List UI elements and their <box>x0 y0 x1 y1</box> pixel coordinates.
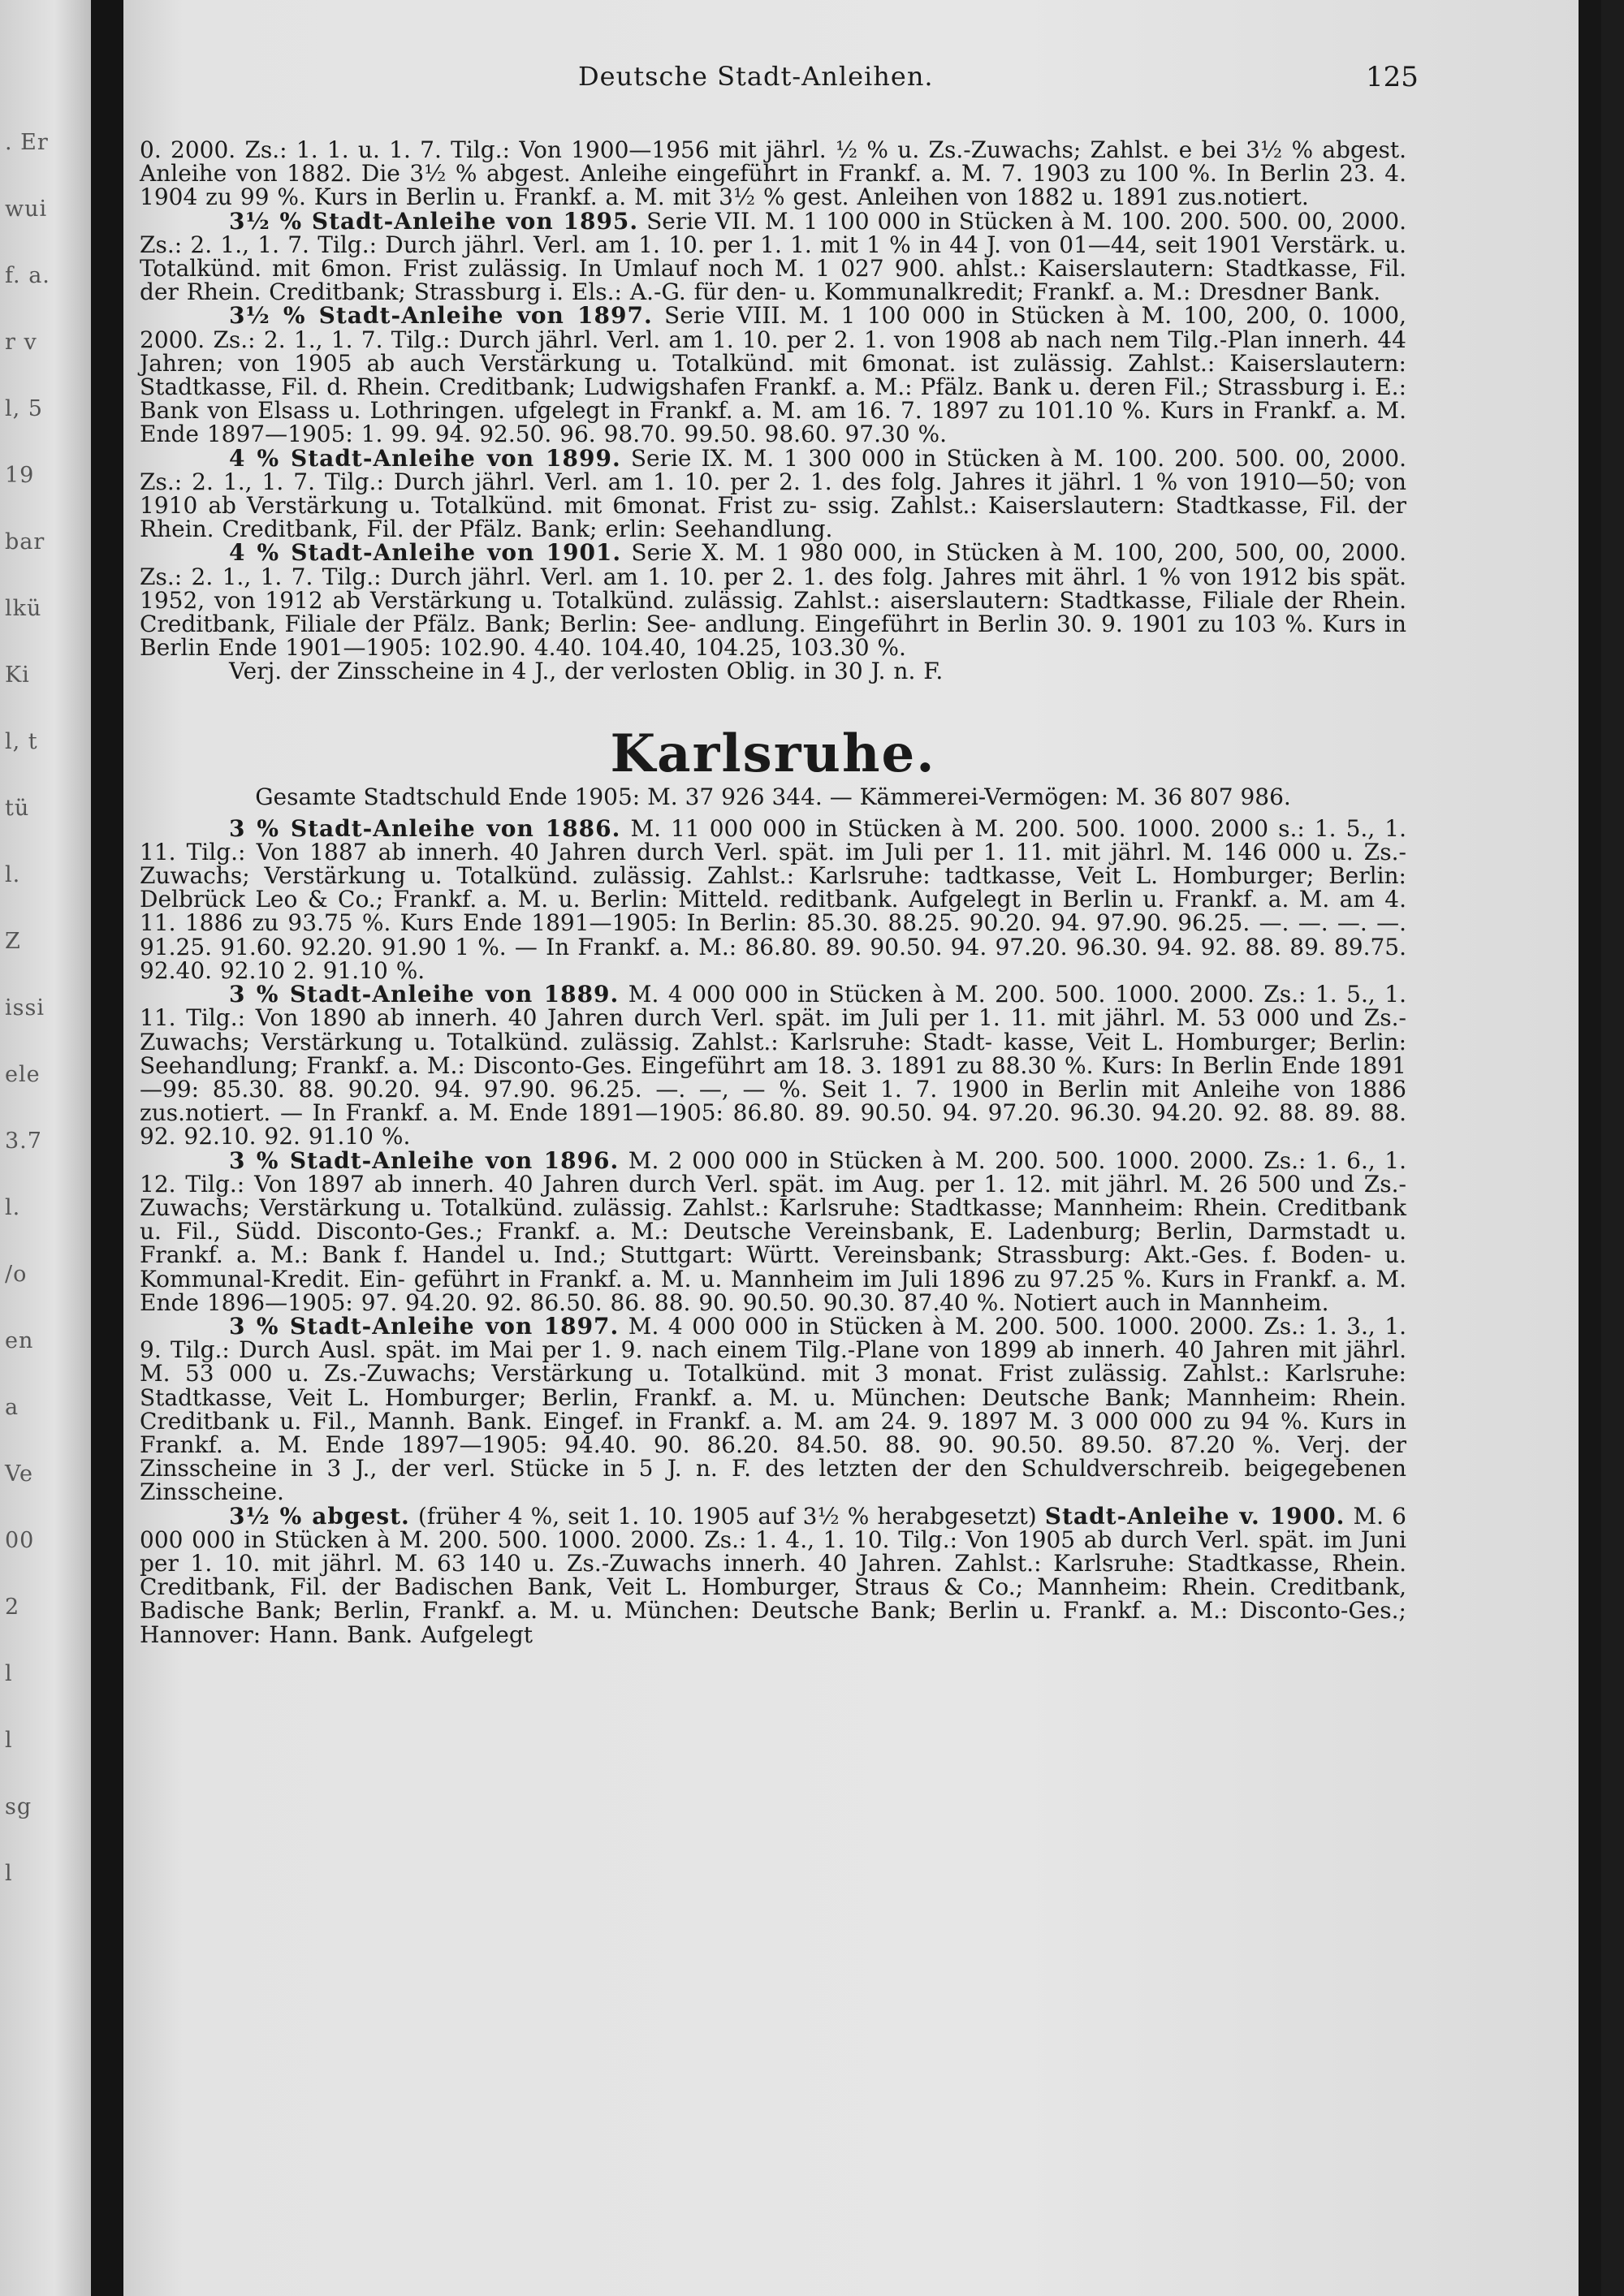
bond-entry-paragraph <box>140 138 1406 209</box>
bond-entry-paragraph <box>140 444 1406 543</box>
city-heading: Karlsruhe. <box>610 723 936 784</box>
bond-entry-paragraph <box>140 539 1406 662</box>
previous-page-fragment: l <box>5 1861 13 1886</box>
city-section <box>140 814 1406 1648</box>
previous-page-fragment: Ve <box>5 1461 33 1487</box>
bond-entry-text: M. 4 000 000 in Stücken à M. 200. 500. 1000. 2000. Zs.: 1. 3., 1. 9. Tilg.: Durch Ausl. spät. im Mai per 1. 9. nach einem Tilg.-Plane von 1899 ab innerh. 40 Jahren mit jährl. M. 53 000 u. Zs.-Zuwachs; Verstärkung u. Totalkünd. mit 3 monat. Frist zulässig. Zahlst.: Karlsruhe: Stadtkasse, Veit L. Homburger; Berlin, Frankf. a. M. u. München: Deutsche Bank; Mannheim: Rhein. Creditbank u. Fil., Mannh. Bank. Eingef. in Frankf. a. M. am 24. 9. 1897 M. 3 000 000 zu 94 %. Kurs in Frankf. a. M. Ende 1897—1905: 94.40. 90. 86.20. 84.50. 88. 90. 90.50. 89.50. 87.20 %. Verj. der Zinsscheine in 3 J., der verl. Stücke in 5 J. n. F. des letzten der den Schuldverschreib. beigegebenen Zinsscheine. <box>140 1312 1406 1506</box>
page-number: 125 <box>1366 61 1419 93</box>
continued-section <box>140 138 1406 684</box>
previous-page-fragment: . Er <box>5 130 49 155</box>
bond-entry-paragraph <box>140 659 1406 683</box>
previous-page-fragment: Z <box>5 929 21 954</box>
previous-page-fragment: l <box>5 1728 13 1753</box>
bond-entry-heading: 3 % Stadt-Anleihe von 1886. <box>229 814 621 842</box>
page-body <box>140 138 1406 1646</box>
bond-entry-text: Serie IX. M. 1 300 000 in Stücken à M. 100. 200. 500. 00, 2000. Zs.: 2. 1., 1. 7. Tilg.: Durch jährl. Verl. am 1. 10. per 2. 1. des folg. Jahres it jährl. 1 % von 1910—50; von 1910 ab Verstärkung u. Totalkünd. mit 6monat. Frist zu- ssig. Zahlst.: Kaiserslautern: Stadtkasse, Fil. der Rhein. Creditbank, Fil. der Pfälz. Bank; erlin: Seehandlung. <box>140 444 1406 543</box>
previous-page-fragment: 3.7 <box>5 1129 42 1154</box>
bond-entry-heading: 3 % Stadt-Anleihe von 1897. <box>229 1312 620 1340</box>
bond-entry-heading: 3½ % Stadt-Anleihe von 1895. <box>229 207 639 235</box>
bond-entry-heading: 4 % Stadt-Anleihe von 1899. <box>229 444 621 472</box>
previous-page-fragment: en <box>5 1328 34 1353</box>
bond-entry-text: (früher 4 %, seit 1. 10. 1905 auf 3½ % herabgesetzt) <box>409 1502 1045 1530</box>
previous-page-fragment: /o <box>5 1262 28 1287</box>
previous-page-fragment: l. <box>5 862 21 887</box>
bond-entry-text: M. 6 000 000 in Stücken à M. 200. 500. 1000. 2000. Zs.: 1. 4., 1. 10. Tilg.: Von 1905 ab durch Verl. spät. im Juni per 1. 10. mit jährl. M. 63 140 u. Zs.-Zuwachs innerh. 40 Jahren. Zahlst.: Karlsruhe: Stadtkasse, Rhein. Creditbank, Fil. der Badischen Bank, Veit L. Homburger, Straus & Co.; Mannheim: Rhein. Creditbank, Badische Bank; Berlin, Frankf. a. M. u. München: Deutsche Bank; Berlin u. Frankf. a. M.: Disconto-Ges.; Hannover: Hann. Bank. Aufgelegt <box>140 1502 1406 1648</box>
previous-page-fragment: 19 <box>5 463 35 488</box>
bond-entry-text: Verj. der Zinsscheine in 4 J., der verlosten Oblig. in 30 J. n. F. <box>229 658 944 685</box>
bond-entry-paragraph <box>140 814 1406 984</box>
bond-entry-paragraph <box>140 1504 1406 1646</box>
previous-page-fragment: f. a. <box>5 263 50 288</box>
bond-entry-heading: 3 % Stadt-Anleihe von 1896. <box>229 1146 620 1174</box>
bond-entry-heading: 3 % Stadt-Anleihe von 1889. <box>229 981 620 1008</box>
previous-page-fragment: 00 <box>5 1528 35 1553</box>
bond-entry-text: M. 11 000 000 in Stücken à M. 200. 500. 1000. 2000 s.: 1. 5., 1. 11. Tilg.: Von 1887 ab innerh. 40 Jahren durch Verl. spät. im Juli per 1. 11. mit jährl. M. 146 000 u. Zs.-Zuwachs; Verstärkung u. Totalkünd. zulässig. Zahlst.: Karlsruhe: tadtkasse, Veit L. Homburger; Berlin: Delbrück Leo & Co.; Frankf. a. M. u. Berlin: Mitteld. reditbank. Aufgelegt in Berlin u. Frankf. a. M. am 4. 11. 1886 zu 93.75 %. Kurs Ende 1891—1905: In Berlin: 85.30. 88.25. 90.20. 94. 97.90. 96.25. —. —. —. —. 91.25. 91.60. 92.20. 91.90 1 %. — In Frankf. a. M.: 86.80. 89. 90.50. 94. 97.20. 96.30. 94. 92. 88. 89. 89.75. 92.40. 92.10 2. 91.10 %. <box>140 814 1406 984</box>
previous-page-fragment: wui <box>5 196 48 222</box>
bond-entry-paragraph <box>140 982 1406 1148</box>
page <box>123 0 1601 2296</box>
bond-entry-text: 0. 2000. Zs.: 1. 1. u. 1. 7. Tilg.: Von 1900—1956 mit jährl. ½ % u. Zs.-Zuwachs; Zahlst. e bei 3½ % abgest. Anleihe von 1882. Die 3½ % abgest. Anleihe eingeführt in Frankf. a. M. 7. 1903 zu 100 %. In Berlin 23. 4. 1904 zu 99 %. Kurs in Berlin u. Frankf. a. M. mit 3½ % gest. Anleihen von 1882 u. 1891 zus.notiert. <box>140 136 1406 211</box>
previous-page-fragment: l <box>5 1661 13 1686</box>
bond-entry-heading: Stadt-Anleihe v. 1900. <box>1044 1502 1345 1530</box>
bond-entry-text: Serie VII. M. 1 100 000 in Stücken à M. 100. 200. 500. 00, 2000. Zs.: 2. 1., 1. 7. Tilg.: Durch jährl. Verl. am 1. 10. per 1. 1. mit 1 % in 44 J. von 01—44, seit 1901 Verstärk. u. Totalkünd. mit 6mon. Frist zulässig. In Umlauf noch M. 1 027 900. ahlst.: Kaiserslautern: Stadtkasse, Fil. der Rhein. Creditbank; Strassburg i. Els.: A.-G. für den- u. Kommunalkredit; Frankf. a. M.: Dresdner Bank. <box>140 207 1406 306</box>
previous-page-fragment: 2 <box>5 1595 20 1620</box>
book-gutter <box>91 0 123 2296</box>
bond-entry-text: M. 2 000 000 in Stücken à M. 200. 500. 1000. 2000. Zs.: 1. 6., 1. 12. Tilg.: Von 1897 ab innerh. 40 Jahren durch Verl. spät. im Aug. per 1. 12. mit jährl. M. 26 500 und Zs.-Zuwachs; Verstärkung u. Totalkünd. zulässig. Zahlst.: Karlsruhe: Stadtkasse; Mannheim: Rhein. Creditbank u. Fil., Südd. Disconto-Ges.; Frankf. a. M.: Deutsche Vereinsbank, E. Ladenburg; Berlin, Darmstadt u. Frankf. a. M.: Bank f. Handel u. Ind.; Stuttgart: Württ. Vereinsbank; Strassburg: Akt.-Ges. f. Boden- u. Kommunal-Kredit. Ein- geführt in Frankf. a. M. u. Mannheim im Juli 1896 zu 97.25 %. Kurs in Frankf. a. M. Ende 1896—1905: 97. 94.20. 92. 86.50. 86. 88. 90. 90.50. 90.30. 87.40 %. Notiert auch in Mannheim. <box>140 1146 1406 1316</box>
previous-page-fragment: Ki <box>5 662 30 688</box>
bond-entry-heading: 3½ % abgest. <box>229 1502 410 1530</box>
bond-entry-text: Serie X. M. 1 980 000, in Stücken à M. 100, 200, 500, 00, 2000. Zs.: 2. 1., 1. 7. Tilg.: Durch jährl. Verl. am 1. 10. per 2. 1. des folg. Jahres mit ährl. 1 % von 1912 bis spät. 1952, von 1912 ab Verstärkung u. Totalkünd. zulässig. Zahlst.: aiserslautern: Stadtkasse, Filiale der Rhein. Creditbank, Filiale der Pfälz. Bank; Berlin: See- andlung. Eingeführt in Berlin 30. 9. 1901 zu 103 %. Kurs in Berlin Ende 1901—1905: 102.90. 4.40. 104.40, 104.25, 103.30 %. <box>140 539 1406 662</box>
previous-page-edge <box>0 0 91 2296</box>
page-right-edge <box>1579 0 1601 2296</box>
bond-entry-heading: 3½ % Stadt-Anleihe von 1897. <box>229 302 653 330</box>
previous-page-fragment: lkü <box>5 596 42 621</box>
bond-entry-heading: 4 % Stadt-Anleihe von 1901. <box>229 539 622 567</box>
bond-entry-paragraph <box>140 1146 1406 1316</box>
previous-page-fragment: l. <box>5 1195 21 1220</box>
previous-page-fragment: bar <box>5 529 45 555</box>
previous-page-fragment: r v <box>5 330 37 355</box>
running-head: Deutsche Stadt-Anleihen. <box>578 61 934 92</box>
previous-page-fragment: ele <box>5 1062 41 1087</box>
city-debt-summary: Gesamte Stadtschuld Ende 1905: M. 37 926 344. — Kämmerei-Vermögen: M. 36 807 986. <box>255 783 1291 810</box>
previous-page-fragment: a <box>5 1395 19 1420</box>
bond-entry-text: M. 4 000 000 in Stücken à M. 200. 500. 1000. 2000. Zs.: 1. 5., 1. 11. Tilg.: Von 1890 ab innerh. 40 Jahren durch Verl. spät. im Juli per 1. 11. mit jährl. M. 53 000 und Zs.-Zuwachs; Verstärkung u. Totalkünd. zulässig. Zahlst.: Karlsruhe: Stadt- kasse, Veit L. Homburger; Berlin: Seehandlung; Frankf. a. M.: Disconto-Ges. Eingeführt am 18. 3. 1891 zu 88.30 %. Kurs: In Berlin Ende 1891—99: 85.30. 88. 90.20. 94. 97.90. 96.25. —. —, — %. Seit 1. 7. 1900 in Berlin mit Anleihe von 1886 zus.notiert. — In Frankf. a. M. Ende 1891—1905: 86.80. 89. 90.50. 94. 97.20. 96.30. 94.20. 92. 88. 89. 88. 92. 92.10. 92. 91.10 %. <box>140 981 1406 1150</box>
previous-page-fragment: l, t <box>5 729 38 754</box>
previous-page-fragment: issi <box>5 995 45 1021</box>
bond-entry-paragraph <box>140 209 1406 304</box>
bond-entry-paragraph <box>140 1314 1406 1504</box>
bond-entry-paragraph <box>140 304 1406 446</box>
bond-entry-text: Serie VIII. M. 1 100 000 in Stücken à M. 100, 200, 0. 1000, 2000. Zs.: 2. 1., 1. 7. Tilg.: Durch jährl. Verl. am 1. 10. per 2. 1. von 1908 ab nach nem Tilg.-Plan innerh. 44 Jahren; von 1905 ab auch Verstärkung u. Totalkünd. mit 6monat. ist zulässig. Zahlst.: Kaiserslautern: Stadtkasse, Fil. d. Rhein. Creditbank; Ludwigshafen Frankf. a. M.: Pfälz. Bank u. deren Fil.; Strassburg i. E.: Bank von Elsass u. Lothringen. ufgelegt in Frankf. a. M. am 16. 7. 1897 zu 101.10 %. Kurs in Frankf. a. M. Ende 1897—1905: 1. 99. 94. 92.50. 96. 98.70. 99.50. 98.60. 97.30 %. <box>140 302 1407 448</box>
previous-page-fragment: l, 5 <box>5 396 43 421</box>
previous-page-fragment: tü <box>5 796 30 821</box>
previous-page-fragment: sg <box>5 1794 32 1819</box>
